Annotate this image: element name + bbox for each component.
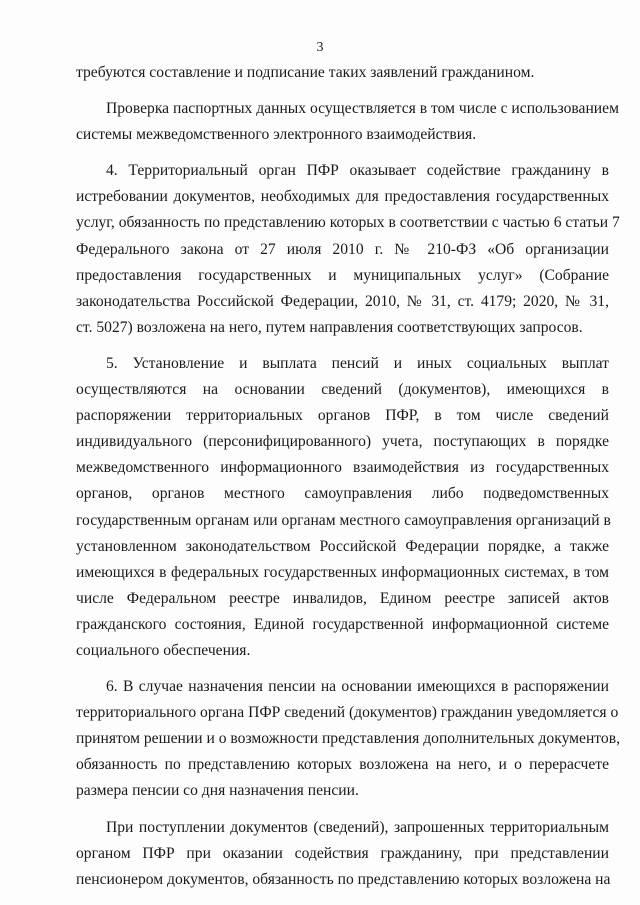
paragraph (76, 158, 620, 341)
text-line: пенсионером документов, обязанность по представлению которых возложена на (76, 870, 611, 888)
text-line: 6. В случае назначения пенсии на основании имеющихся в распоряжении (106, 678, 609, 696)
text-line: имеющихся в федеральных государственных информационных системах, в том (76, 563, 609, 581)
text-line: индивидуального (персонифицированного) учета, поступающих в порядке (76, 433, 609, 451)
text-line: системы межведомственного электронного взаимодействия. (76, 126, 477, 144)
paragraph (76, 60, 609, 86)
text-line: 4. Территориальный орган ПФР оказывает содействие гражданину в (106, 162, 609, 180)
paragraph-gap (76, 664, 609, 674)
text-line: 5. Установление и выплата пенсий и иных социальных выплат (106, 354, 609, 372)
text-line: распоряжении территориальных органов ПФР, в том числе сведений (76, 407, 609, 425)
paragraph (76, 96, 619, 148)
text-line: законодательства Российской Федерации, 2010, № 31, ст. 4179; 2020, № 31, (76, 292, 609, 310)
paragraph-gap (76, 148, 609, 158)
paragraph (76, 674, 620, 804)
text-line: гражданского состояния, Единой государственной информационной системе (76, 615, 609, 633)
text-line: территориального органа ПФР сведений (документов) гражданин уведомляется о (76, 704, 619, 722)
text-line: числе Федеральном реестре инвалидов, Едином реестре записей актов (76, 589, 609, 607)
text-line: услуг, обязанность по представлению которых в соответствии с частью 6 статьи 7 (76, 214, 620, 232)
text-line: размера пенсии со дня назначения пенсии. (76, 782, 359, 800)
page-number: 3 (316, 40, 324, 55)
text-line: государственным органам или органам местного самоуправления организаций в (76, 511, 611, 529)
text-line: При поступлении документов (сведений), запрошенных территориальным (106, 818, 609, 836)
paragraph (76, 815, 609, 893)
text-line: требуются составление и подписание таких заявлений гражданином. (76, 64, 535, 81)
text-line: ст. 5027) возложена на него, путем направления соответствующих запросов. (76, 318, 583, 336)
text-line: межведомственного информационного взаимодействия из государственных (76, 459, 609, 477)
text-line: осуществляются на основании сведений (документов), имеющихся в (76, 381, 609, 399)
text-line: социального обеспечения. (76, 641, 251, 659)
text-line: Проверка паспортных данных осуществляется в том числе с использованием (106, 100, 619, 118)
document-body (76, 60, 620, 893)
text-line: предоставления государственных и муниципальных услуг» (Собрание (76, 266, 609, 284)
text-line: органов, органов местного самоуправления либо подведомственных (76, 485, 609, 503)
text-line: обязанность по представлению которых возложена на него, и о перерасчете (76, 756, 609, 774)
text-line: установленном законодательством Российской Федерации порядке, а также (76, 537, 609, 555)
paragraph (76, 351, 609, 664)
paragraph-gap (76, 805, 609, 815)
text-line: истребовании документов, необходимых для предоставления государственных (76, 188, 609, 206)
text-line: принятом решении и о возможности представления дополнительных документов, (76, 730, 620, 748)
paragraph-gap (76, 341, 609, 351)
text-line: Федерального закона от 27 июля 2010 г. № 210-ФЗ «Об организации (76, 240, 609, 258)
text-line: органом ПФР при оказании содействия гражданину, при представлении (76, 844, 609, 862)
paragraph-gap (76, 86, 609, 96)
